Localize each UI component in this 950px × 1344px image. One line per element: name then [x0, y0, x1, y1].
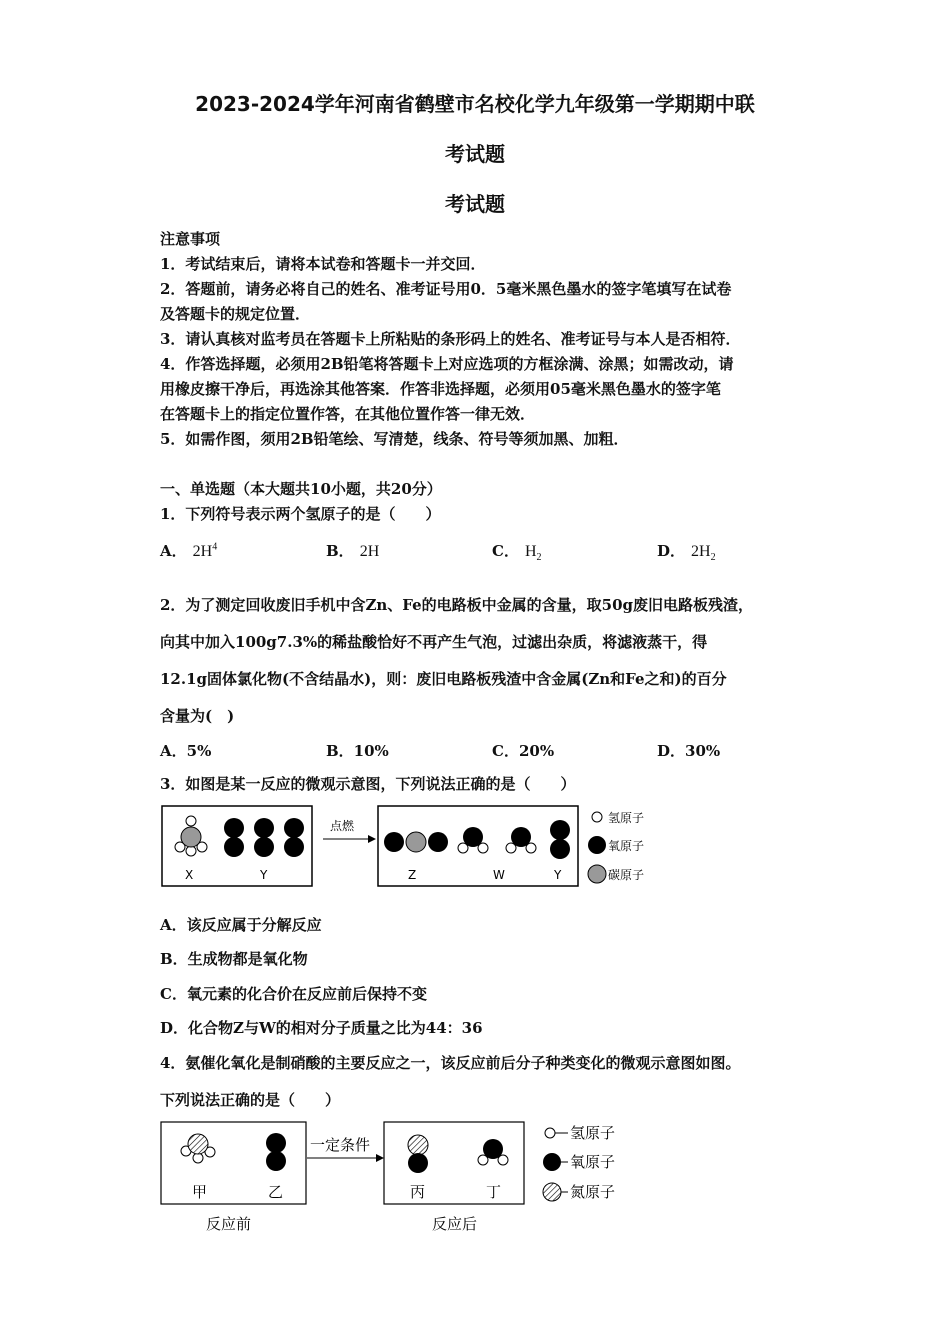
q4-line: 下列说法正确的是（ ）: [160, 1091, 341, 1109]
q2-line: 向其中加入100g7.3%的稀盐酸恰好不再产生气泡，过滤出杂质，将滤液蒸干，得: [160, 633, 708, 651]
q3-label-y: Y: [260, 868, 268, 882]
oxygen-atom-icon: [543, 1153, 561, 1171]
q2-option-c: C．20%: [492, 742, 555, 760]
q1-option-c: C． $H_2$: [492, 542, 542, 564]
reaction-arrow-icon: [376, 1154, 384, 1162]
q4-reaction-diagram: [160, 1118, 650, 1238]
notice-line: 及答题卡的规定位置．: [160, 305, 311, 323]
q3-label-w: W: [493, 868, 505, 882]
q1-stem: 1．下列符号表示两个氢原子的是（ ）: [160, 505, 441, 523]
carbon-atom-icon: [588, 865, 606, 883]
q1-option-b: B． 2H: [326, 542, 380, 560]
section-heading: 一、单选题（本大题共10小题，共20分）: [160, 480, 442, 498]
notice-line: 5．如需作图，须用2B铅笔绘、写清楚，线条、符号等须加黑、加粗．: [160, 430, 629, 448]
notice-heading: 注意事项: [160, 230, 221, 248]
notice-line: 2．答题前，请务必将自己的姓名、准考证号用0．5毫米黑色墨水的签字笔填写在试卷: [160, 280, 732, 298]
q4-label-jia: 甲: [192, 1183, 208, 1201]
exam-title-line3: 考试题: [445, 192, 505, 216]
q3-legend-carbon: 碳原子: [608, 868, 645, 882]
q2-option-a: A．5%: [160, 742, 212, 760]
notice-line: 3．请认真核对监考员在答题卡上所粘贴的条形码上的姓名、准考证号与本人是否相符．: [160, 330, 741, 348]
q4-label-ding: 丁: [486, 1183, 502, 1201]
q3-reaction-diagram: [160, 804, 670, 890]
q3-label-y2: Y: [554, 868, 562, 882]
q1-option-d: D． $2H_2$: [657, 542, 716, 564]
exam-title-line2: 考试题: [445, 142, 505, 166]
q3-legend-hydrogen: 氢原子: [608, 811, 645, 825]
q4-caption-after: 反应后: [432, 1215, 478, 1233]
q3-label-z: Z: [408, 868, 417, 882]
q3-option-d: D．化合物Z与W的相对分子质量之比为44：36: [160, 1019, 483, 1037]
nitrogen-atom-icon: [543, 1183, 561, 1201]
q4-legend-oxygen: 氧原子: [570, 1153, 616, 1171]
q4-caption-before: 反应前: [206, 1215, 252, 1233]
exam-title-line1: 2023-2024学年河南省鹤壁市名校化学九年级第一学期期中联: [195, 92, 755, 116]
q4-legend-hydrogen: 氢原子: [570, 1124, 616, 1142]
reaction-arrow-icon: [368, 835, 376, 843]
q3-option-a: A．该反应属于分解反应: [160, 916, 322, 934]
oxygen-atom-icon: [588, 836, 606, 854]
q3-legend-oxygen: 氧原子: [608, 839, 645, 853]
notice-line: 1．考试结束后，请将本试卷和答题卡一并交回．: [160, 255, 486, 273]
q4-arrow-label: 一定条件: [310, 1136, 371, 1154]
notice-line: 4．作答选择题，必须用2B铅笔将答题卡上对应选项的方框涂满、涂黑；如需改动，请: [160, 355, 734, 373]
q2-line: 2．为了测定回收废旧手机中含Zn、Fe的电路板中金属的含量，取50g废旧电路板残渣，: [160, 596, 754, 614]
q3-arrow-label: 点燃: [330, 819, 355, 833]
hydrogen-atom-icon: [545, 1128, 555, 1138]
notice-line: 在答题卡上的指定位置作答，在其他位置作答一律无效．: [160, 405, 536, 423]
q4-label-bing: 丙: [410, 1183, 426, 1201]
q2-line: 12.1g固体氯化物(不含结晶水)，则：废旧电路板残渣中含金属(Zn和Fe之和)的百分: [160, 670, 727, 688]
q4-legend-nitrogen: 氮原子: [570, 1183, 616, 1201]
q3-label-x: X: [185, 868, 194, 882]
q2-line: 含量为( ): [160, 707, 235, 725]
q3-option-c: C．氧元素的化合价在反应前后保持不变: [160, 985, 427, 1003]
q2-option-d: D．30%: [657, 742, 721, 760]
hydrogen-atom-icon: [592, 812, 602, 822]
q4-line: 4．氨催化氧化是制硝酸的主要反应之一，该反应前后分子种类变化的微观示意图如图。: [160, 1054, 741, 1072]
q1-option-a: A． $2H^4$: [160, 541, 218, 560]
q2-option-b: B．10%: [326, 742, 389, 760]
q3-stem: 3．如图是某一反应的微观示意图，下列说法正确的是（ ）: [160, 775, 576, 793]
notice-line: 用橡皮擦干净后，再选涂其他答案．作答非选择题，必须用05毫米黑色墨水的签字笔: [160, 380, 721, 398]
q3-option-b: B．生成物都是氧化物: [160, 950, 308, 968]
q4-label-yi: 乙: [268, 1183, 284, 1201]
